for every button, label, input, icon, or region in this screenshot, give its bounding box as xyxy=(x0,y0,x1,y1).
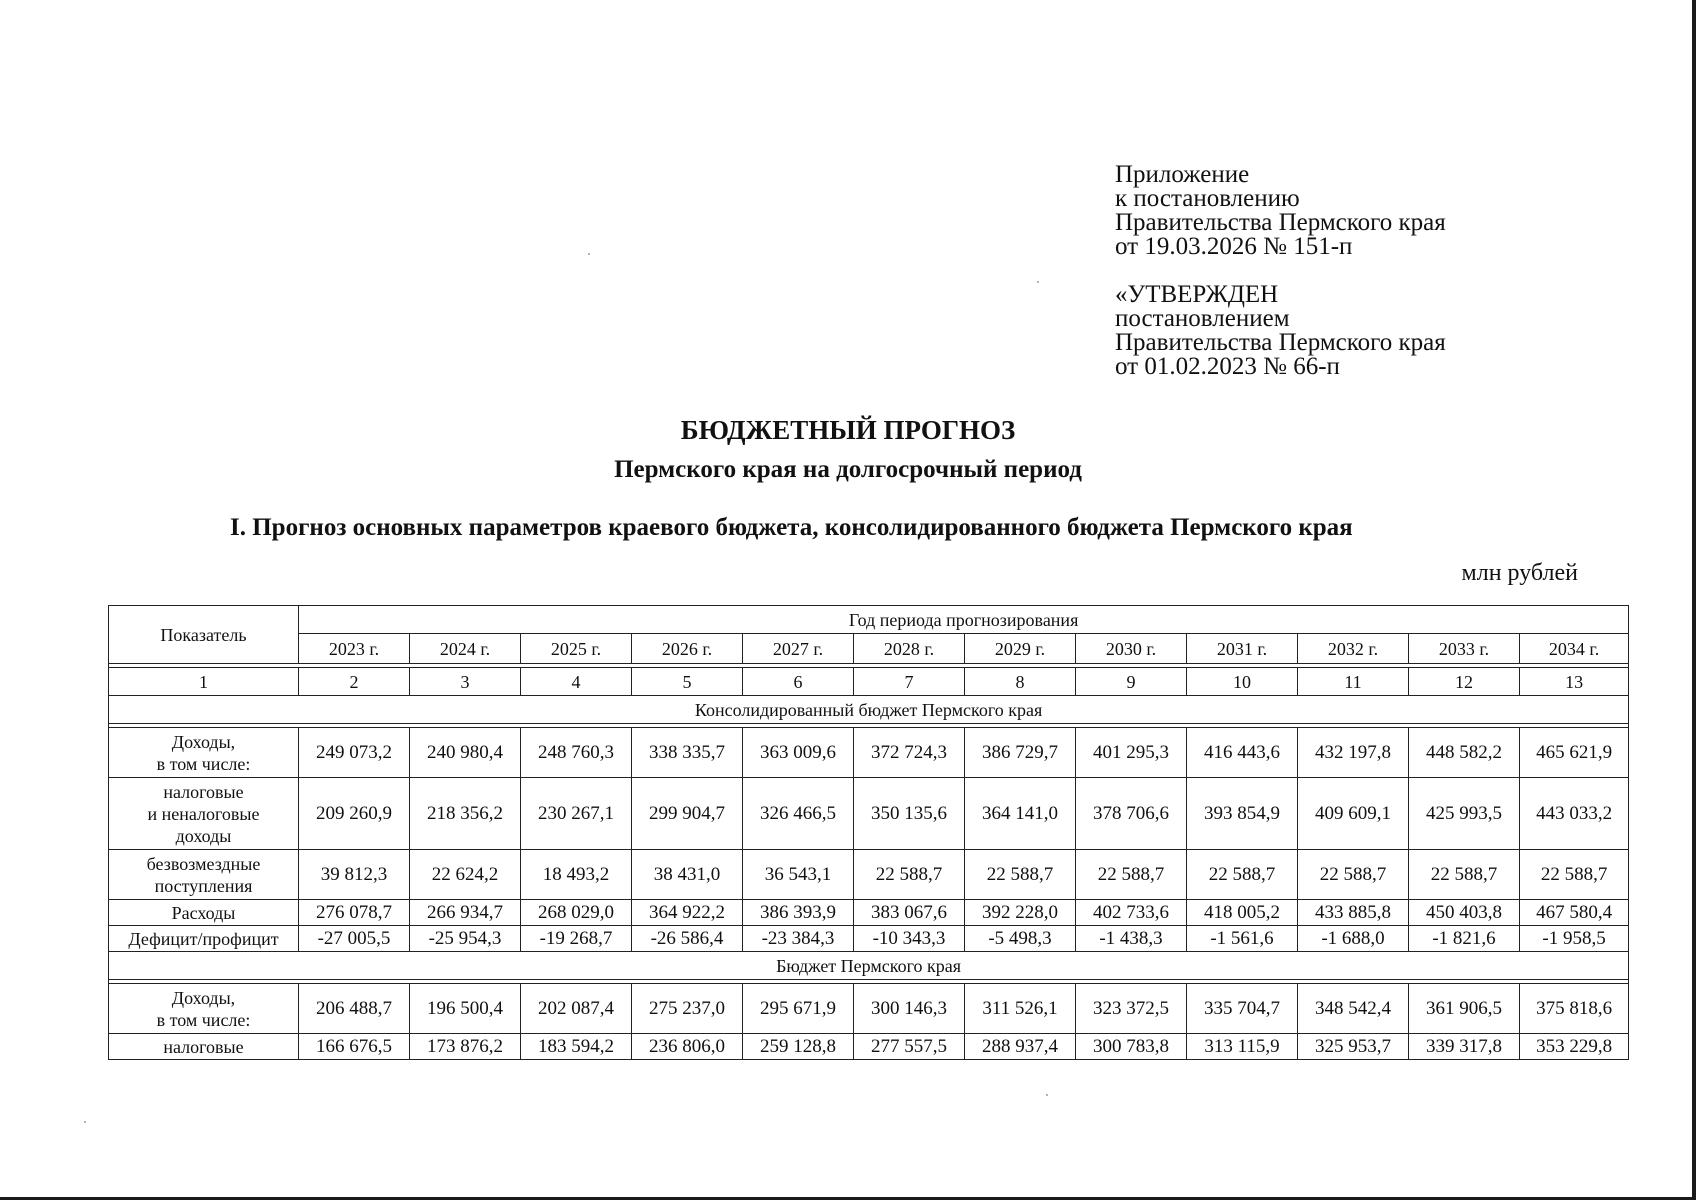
table-cell: 209 260,9 xyxy=(299,778,410,850)
table-row xyxy=(109,984,1629,1034)
table-cell: -5 498,3 xyxy=(965,926,1076,952)
scan-speck xyxy=(588,253,590,255)
table-cell: 418 005,2 xyxy=(1187,900,1298,926)
table-cell: 325 953,7 xyxy=(1298,1034,1409,1060)
table-cell: -1 821,6 xyxy=(1409,926,1520,952)
year-header: 2026 г. xyxy=(632,634,743,664)
unit-label: млн рублей xyxy=(1461,560,1578,586)
table-cell: 375 818,6 xyxy=(1520,984,1629,1034)
table-cell: 311 526,1 xyxy=(965,984,1076,1034)
section-consolidated: Консолидированный бюджет Пермского края xyxy=(109,696,1629,724)
table-cell: 363 009,6 xyxy=(743,728,854,778)
table-cell: 364 141,0 xyxy=(965,778,1076,850)
table-cell: 38 431,0 xyxy=(632,850,743,900)
column-number: 11 xyxy=(1298,668,1409,696)
approved-line: Правительства Пермского края xyxy=(1115,329,1446,356)
table-cell: 348 542,4 xyxy=(1298,984,1409,1034)
table-cell: 386 393,9 xyxy=(743,900,854,926)
row-label xyxy=(109,926,299,952)
table-cell: 18 493,2 xyxy=(521,850,632,900)
section-regional: Бюджет Пермского края xyxy=(109,952,1629,980)
table-cell: 323 372,5 xyxy=(1076,984,1187,1034)
table-cell: 401 295,3 xyxy=(1076,728,1187,778)
column-number: 10 xyxy=(1187,668,1298,696)
table-cell: 22 588,7 xyxy=(1076,850,1187,900)
table-cell: 425 993,5 xyxy=(1409,778,1520,850)
table-cell: -1 561,6 xyxy=(1187,926,1298,952)
approval-block xyxy=(1115,163,1446,379)
table-cell: 364 922,2 xyxy=(632,900,743,926)
table-cell: 432 197,8 xyxy=(1298,728,1409,778)
column-number: 7 xyxy=(854,668,965,696)
table-cell: 183 594,2 xyxy=(521,1034,632,1060)
section-row xyxy=(109,696,1629,724)
column-number: 5 xyxy=(632,668,743,696)
table-cell: -23 384,3 xyxy=(743,926,854,952)
row-label xyxy=(109,728,299,778)
column-number: 1 xyxy=(109,668,299,696)
table-cell: -19 268,7 xyxy=(521,926,632,952)
table-cell: -27 005,5 xyxy=(299,926,410,952)
row-label-line: Расходы xyxy=(171,902,236,923)
table-cell: 450 403,8 xyxy=(1409,900,1520,926)
table-cell: -1 958,5 xyxy=(1520,926,1629,952)
year-header: 2029 г. xyxy=(965,634,1076,664)
row-label xyxy=(109,1034,299,1060)
table-cell: 249 073,2 xyxy=(299,728,410,778)
table-row xyxy=(109,900,1629,926)
budget-table xyxy=(108,605,1629,1060)
row-label-line: безвозмездные xyxy=(146,853,261,874)
table-cell: 22 588,7 xyxy=(1187,850,1298,900)
year-header: 2033 г. xyxy=(1409,634,1520,664)
scan-speck xyxy=(1046,1094,1048,1096)
header-indicator: Показатель xyxy=(109,606,299,664)
table-cell: -26 586,4 xyxy=(632,926,743,952)
year-header: 2025 г. xyxy=(521,634,632,664)
column-number: 13 xyxy=(1520,668,1629,696)
year-header: 2028 г. xyxy=(854,634,965,664)
scan-speck xyxy=(1037,281,1039,283)
table-cell: 240 980,4 xyxy=(410,728,521,778)
table-cell: 266 934,7 xyxy=(410,900,521,926)
table-cell: 277 557,5 xyxy=(854,1034,965,1060)
row-label xyxy=(109,900,299,926)
table-cell: 22 588,7 xyxy=(965,850,1076,900)
column-number: 2 xyxy=(299,668,410,696)
row-label xyxy=(109,850,299,900)
column-number: 9 xyxy=(1076,668,1187,696)
table-cell: 230 267,1 xyxy=(521,778,632,850)
table-cell: 433 885,8 xyxy=(1298,900,1409,926)
table-cell: 39 812,3 xyxy=(299,850,410,900)
row-label-line: в том числе: xyxy=(156,1009,251,1030)
title-sub: Пермского края на долгосрочный период xyxy=(614,456,1082,483)
table-cell: 22 624,2 xyxy=(410,850,521,900)
column-number: 6 xyxy=(743,668,854,696)
scan-right-edge xyxy=(1692,0,1696,1200)
approval-line: от 19.03.2026 № 151-п xyxy=(1115,233,1353,260)
table-cell: 383 067,6 xyxy=(854,900,965,926)
title-main: БЮДЖЕТНЫЙ ПРОГНОЗ xyxy=(680,415,1016,445)
year-header: 2023 г. xyxy=(299,634,410,664)
table-cell: 22 588,7 xyxy=(854,850,965,900)
table-header-row xyxy=(109,606,1629,634)
column-number: 8 xyxy=(965,668,1076,696)
table-row xyxy=(109,850,1629,900)
approved-line: «УТВЕРЖДЕН xyxy=(1115,281,1279,308)
table-cell: 416 443,6 xyxy=(1187,728,1298,778)
approval-line: к постановлению xyxy=(1115,185,1300,212)
table-cell: 378 706,6 xyxy=(1076,778,1187,850)
row-label-line: и неналоговые xyxy=(147,803,260,824)
table-cell: 392 228,0 xyxy=(965,900,1076,926)
table-cell: 338 335,7 xyxy=(632,728,743,778)
year-header: 2024 г. xyxy=(410,634,521,664)
table-cell: 372 724,3 xyxy=(854,728,965,778)
table-cell: 443 033,2 xyxy=(1520,778,1629,850)
approved-line: постановлением xyxy=(1115,305,1290,332)
table-cell: 467 580,4 xyxy=(1520,900,1629,926)
year-header: 2030 г. xyxy=(1076,634,1187,664)
row-label-line: Дефицит/профицит xyxy=(128,928,279,949)
year-header: 2031 г. xyxy=(1187,634,1298,664)
table-cell: 361 906,5 xyxy=(1409,984,1520,1034)
table-cell: 248 760,3 xyxy=(521,728,632,778)
table-cell: 386 729,7 xyxy=(965,728,1076,778)
table-cell: 299 904,7 xyxy=(632,778,743,850)
table-row xyxy=(109,1034,1629,1060)
table-cell: -1 438,3 xyxy=(1076,926,1187,952)
table-cell: 393 854,9 xyxy=(1187,778,1298,850)
row-label-line: поступления xyxy=(154,875,253,896)
table-cell: 288 937,4 xyxy=(965,1034,1076,1060)
year-header: 2034 г. xyxy=(1520,634,1629,664)
table-cell: 22 588,7 xyxy=(1520,850,1629,900)
table-cell: 236 806,0 xyxy=(632,1034,743,1060)
table-row xyxy=(109,728,1629,778)
table-cell: 166 676,5 xyxy=(299,1034,410,1060)
column-number: 4 xyxy=(521,668,632,696)
table-cell: 275 237,0 xyxy=(632,984,743,1034)
table-cell: -25 954,3 xyxy=(410,926,521,952)
column-numbers-row xyxy=(109,668,1629,696)
table-cell: 402 733,6 xyxy=(1076,900,1187,926)
section-row xyxy=(109,952,1629,980)
table-cell: 300 783,8 xyxy=(1076,1034,1187,1060)
row-label-line: доходы xyxy=(175,825,232,846)
approved-line: от 01.02.2023 № 66-п xyxy=(1115,353,1340,380)
table-cell: 326 466,5 xyxy=(743,778,854,850)
row-label-line: Доходы, xyxy=(171,731,236,752)
year-header: 2032 г. xyxy=(1298,634,1409,664)
table-cell: 22 588,7 xyxy=(1298,850,1409,900)
table-cell: 173 876,2 xyxy=(410,1034,521,1060)
header-period: Год периода прогнозирования xyxy=(299,606,1629,634)
table-cell: 335 704,7 xyxy=(1187,984,1298,1034)
scan-speck xyxy=(84,1121,86,1123)
table-cell: 300 146,3 xyxy=(854,984,965,1034)
table-cell: 409 609,1 xyxy=(1298,778,1409,850)
column-number: 12 xyxy=(1409,668,1520,696)
approval-line: Правительства Пермского края xyxy=(1115,209,1446,236)
table-cell: 448 582,2 xyxy=(1409,728,1520,778)
row-label-line: в том числе: xyxy=(156,753,251,774)
row-label xyxy=(109,984,299,1034)
years-row xyxy=(109,634,1629,664)
table-cell: 276 078,7 xyxy=(299,900,410,926)
approval-line: Приложение xyxy=(1115,161,1250,188)
year-header: 2027 г. xyxy=(743,634,854,664)
section-title: I. Прогноз основных параметров краевого бюджета, консолидированного бюджета Пермского края xyxy=(230,514,1353,541)
table-row xyxy=(109,926,1629,952)
table-cell: 339 317,8 xyxy=(1409,1034,1520,1060)
table-cell: 350 135,6 xyxy=(854,778,965,850)
table-cell: 202 087,4 xyxy=(521,984,632,1034)
row-label-line: налоговые xyxy=(163,781,244,802)
table-cell: 218 356,2 xyxy=(410,778,521,850)
table-cell: 22 588,7 xyxy=(1409,850,1520,900)
table-cell: 36 543,1 xyxy=(743,850,854,900)
row-label-line: налоговые xyxy=(163,1036,244,1057)
table-cell: 353 229,8 xyxy=(1520,1034,1629,1060)
table-cell: -10 343,3 xyxy=(854,926,965,952)
table-cell: -1 688,0 xyxy=(1298,926,1409,952)
table-cell: 295 671,9 xyxy=(743,984,854,1034)
table-cell: 196 500,4 xyxy=(410,984,521,1034)
table-cell: 206 488,7 xyxy=(299,984,410,1034)
column-number: 3 xyxy=(410,668,521,696)
table-cell: 268 029,0 xyxy=(521,900,632,926)
table-cell: 313 115,9 xyxy=(1187,1034,1298,1060)
table-row xyxy=(109,778,1629,850)
table-cell: 465 621,9 xyxy=(1520,728,1629,778)
row-label xyxy=(109,778,299,850)
row-label-line: Доходы, xyxy=(171,987,236,1008)
table-cell: 259 128,8 xyxy=(743,1034,854,1060)
